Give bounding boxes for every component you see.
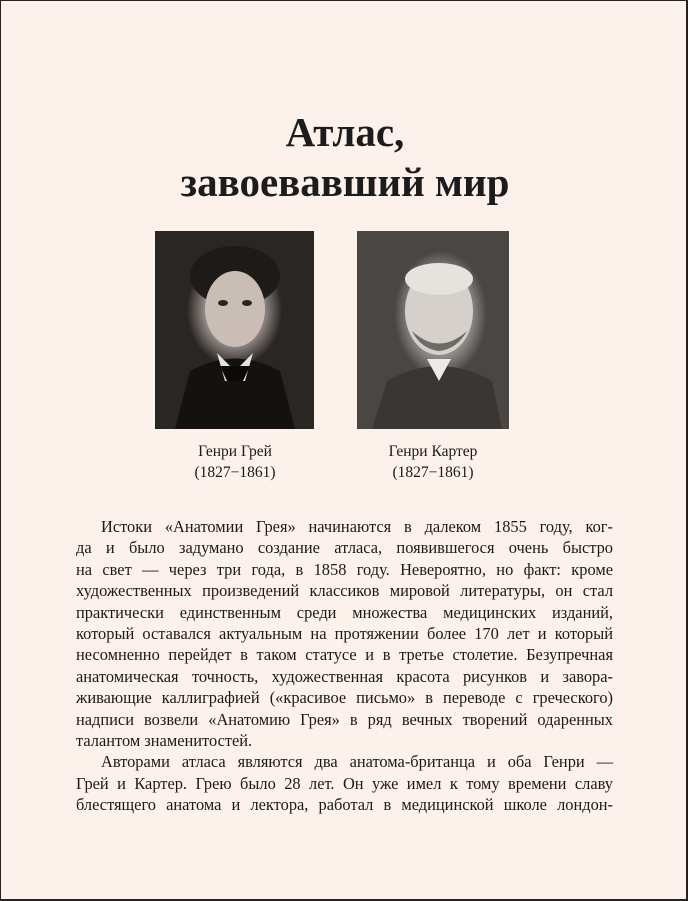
text-line: Истоки «Анатомии Грея» начинаются в далеком 1855 году, ког- — [101, 517, 613, 536]
text-line: анатомическая точность, художественная красота рисунков и завора- — [76, 666, 613, 686]
caption-henry-carter — [333, 441, 533, 483]
paragraph-2 — [76, 751, 613, 815]
caption-name: Генри Картер — [388, 443, 478, 460]
caption-henry-gray — [135, 441, 335, 483]
caption-years: (1827−1861) — [194, 464, 276, 481]
caption-name: Генри Грей — [198, 443, 272, 460]
portrait-henry-gray — [155, 231, 314, 429]
portrait-carter-drawing — [357, 231, 509, 429]
text-line: Грей и Картер. Грею было 28 лет. Он уже имел к тому времени славу — [76, 773, 613, 793]
page-title — [1, 107, 688, 207]
portrait-henry-carter — [357, 231, 509, 429]
text-line: который оставался актуальным на протяжении более 170 лет и который — [76, 624, 613, 644]
text-line: практически единственным среди множества медицинских изданий, — [76, 602, 613, 622]
paragraph-1 — [76, 516, 613, 751]
text-line: на свет — через три года, в 1858 году. Невероятно, но факт: кроме — [76, 559, 613, 579]
text-line: Авторами атласа являются два анатома-британца и оба Генри — — [101, 752, 613, 772]
caption-years: (1827−1861) — [392, 464, 474, 481]
text-line: несомненно перейдет в таком статусе и в третье столетие. Безупречная — [76, 645, 613, 665]
text-line: блестящего анатома и лектора, работал в медицинской школе лондон- — [76, 795, 613, 815]
portrait-gray-drawing — [155, 231, 314, 429]
text-line: да и было задумано создание атласа, появившегося очень быстро — [76, 538, 613, 558]
title-line-1: Атлас, — [285, 109, 405, 155]
text-line: талантом знаменитостей. — [76, 731, 253, 751]
body-text — [76, 516, 613, 816]
text-line: живающие каллиграфией («красивое письмо» в переводе с греческого) — [76, 688, 613, 708]
title-line-2: завоевавший мир — [180, 159, 510, 205]
text-line: художественных произведений классиков мировой литературы, он стал — [76, 581, 613, 601]
text-line: надписи возвели «Анатомию Грея» в ряд вечных творений одаренных — [76, 709, 613, 729]
